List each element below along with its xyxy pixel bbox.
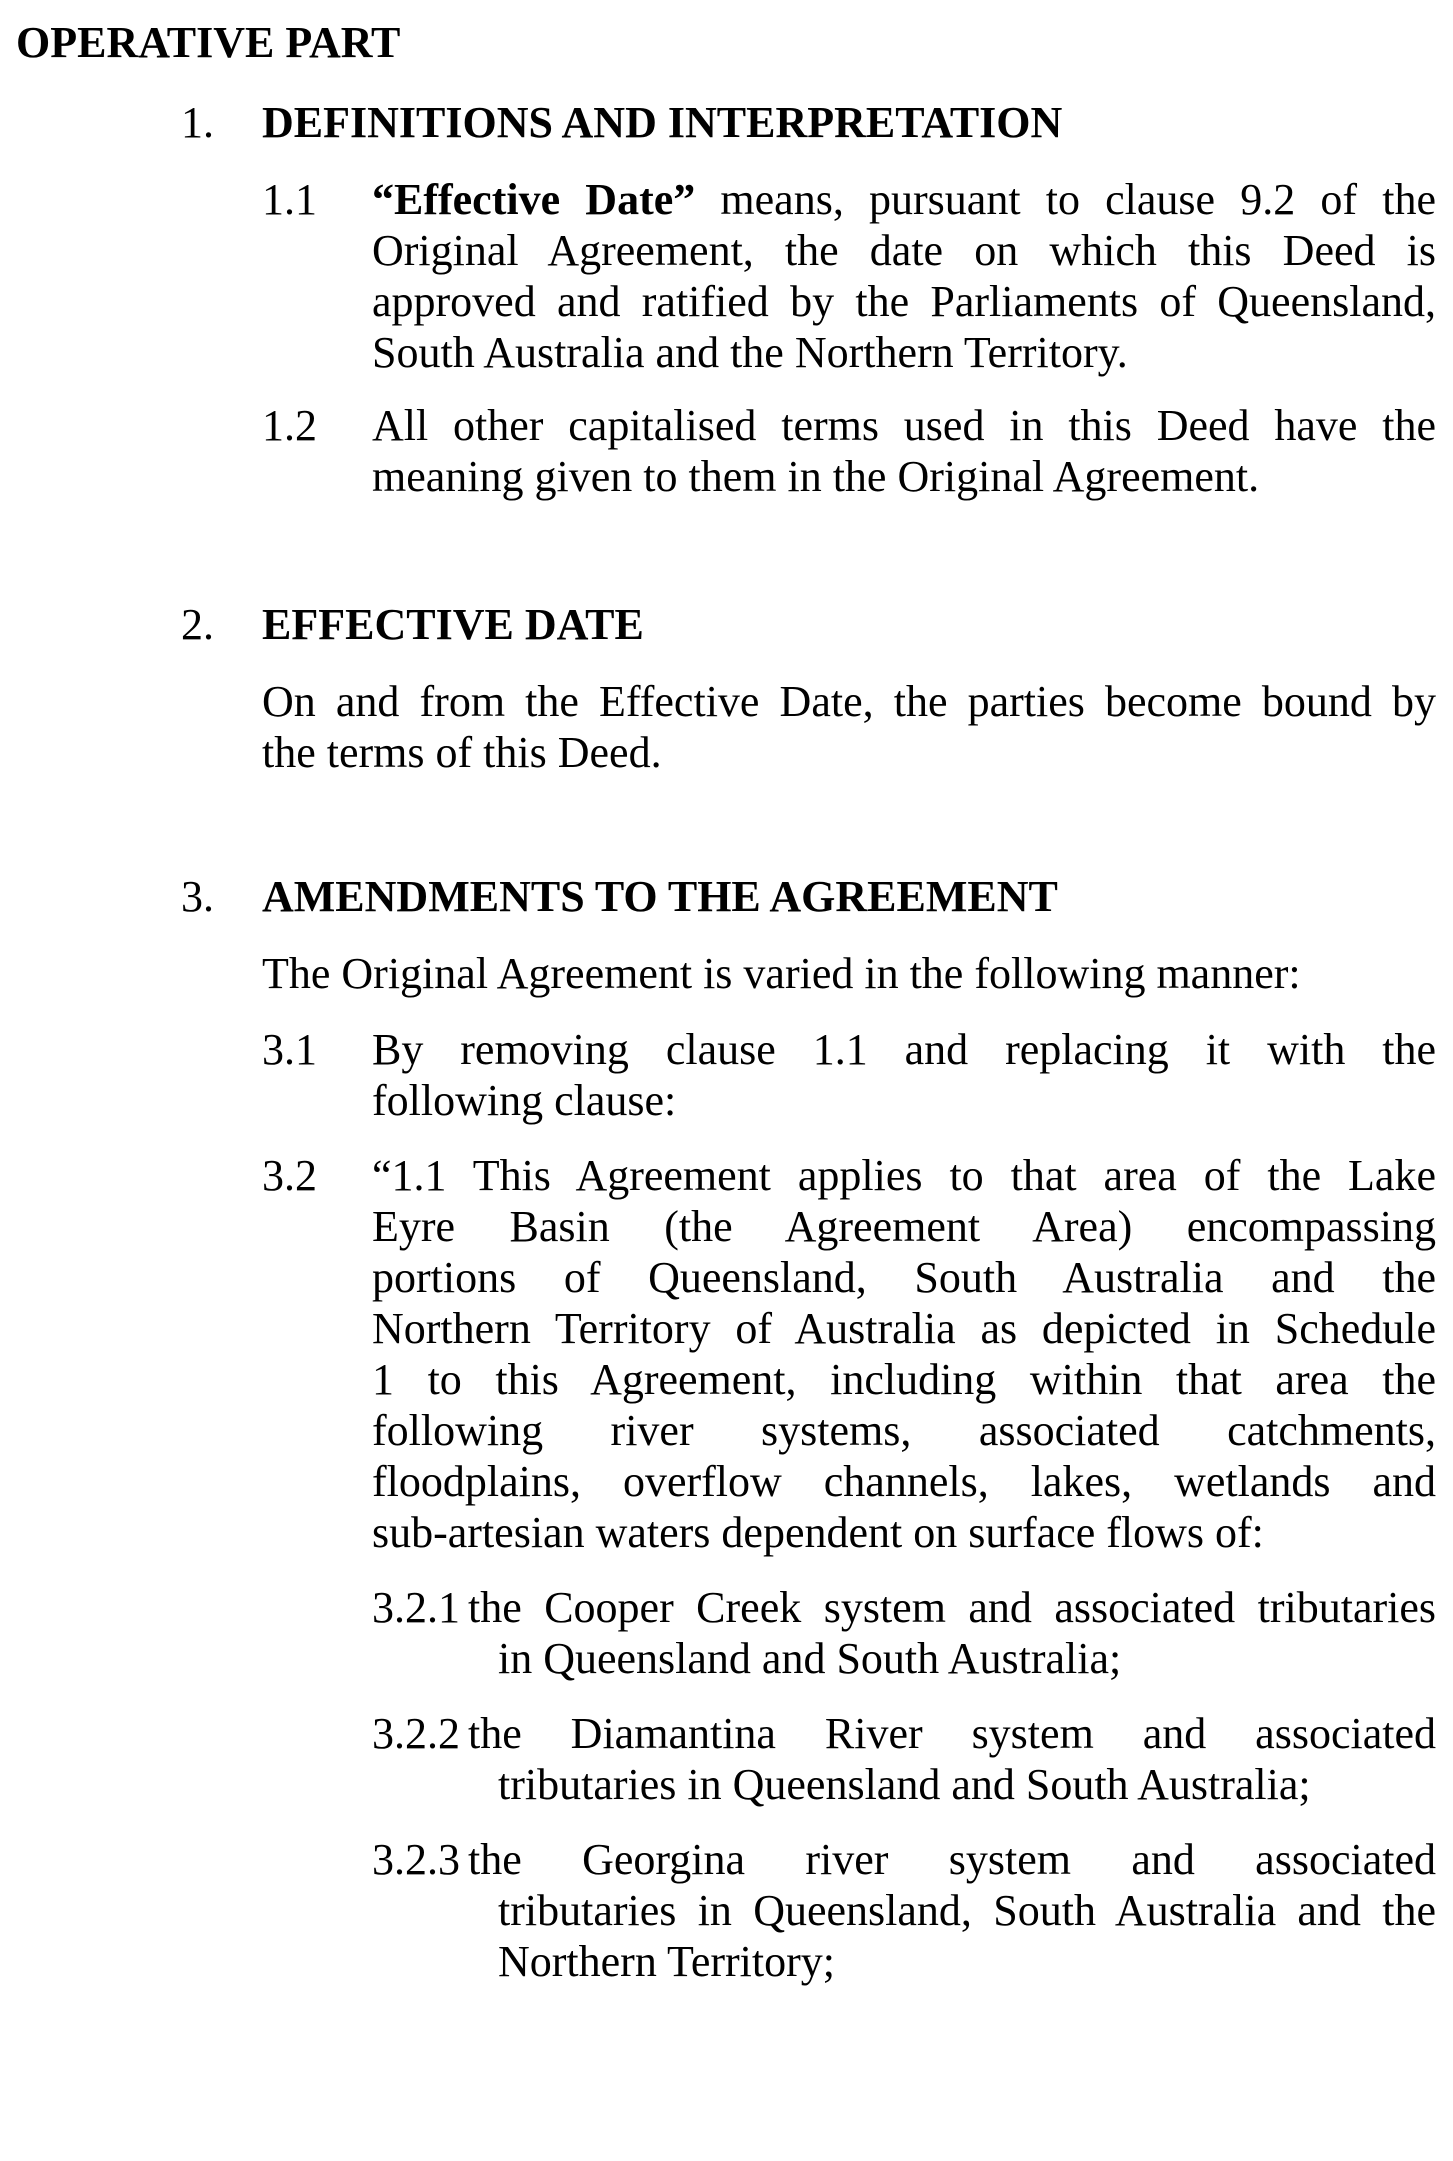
body-line: The Original Agreement is varied in the following manner: (262, 949, 1301, 998)
subclause-number: 3.2.1 (372, 1583, 460, 1632)
clause-line: sub-artesian waters dependent on surface flows of: (372, 1508, 1264, 1557)
body-line: On and from the Effective Date, the parties become bound by (262, 677, 1436, 726)
clause-line: All other capitalised terms used in this Deed have the (372, 401, 1436, 450)
subclause-line: tributaries in Queensland, South Australia and the (498, 1886, 1436, 1935)
section-number: 2. (181, 600, 214, 649)
subclause-number: 3.2.3 (372, 1835, 460, 1884)
clause-line: Eyre Basin (the Agreement Area) encompassing (372, 1202, 1436, 1251)
section-body (262, 948, 1436, 999)
subclause-line: Northern Territory; (498, 1937, 836, 1986)
section-heading: AMENDMENTS TO THE AGREEMENT (262, 872, 1058, 921)
section-heading: DEFINITIONS AND INTERPRETATION (262, 98, 1063, 147)
section-number: 3. (181, 872, 214, 921)
clause-line: floodplains, overflow channels, lakes, wetlands and (372, 1457, 1436, 1506)
subclause-text (372, 1582, 1436, 1684)
body-line: the terms of this Deed. (262, 728, 662, 777)
clause-line: Northern Territory of Australia as depicted in Schedule (372, 1304, 1436, 1353)
clause-text (372, 174, 1436, 378)
clause-line (372, 174, 1436, 225)
subclause-line: tributaries in Queensland and South Australia; (498, 1760, 1311, 1809)
clause-line-text: means, pursuant to clause 9.2 of the (695, 175, 1436, 224)
clause-line: “1.1 This Agreement applies to that area of the Lake (372, 1151, 1436, 1200)
subclause-text (372, 1834, 1436, 1987)
subclause-line: the Cooper Creek system and associated tributaries (468, 1583, 1436, 1632)
clause-line: following clause: (372, 1076, 677, 1125)
clause-text (372, 1024, 1436, 1126)
defined-term: “Effective Date” (372, 175, 696, 224)
clause-number: 1.2 (262, 401, 317, 450)
clause-number: 1.1 (262, 175, 317, 224)
page-title: OPERATIVE PART (16, 18, 401, 67)
clause-text (372, 1150, 1436, 1558)
clause-line: approved and ratified by the Parliaments of Queensland, (372, 277, 1436, 326)
subclause-number: 3.2.2 (372, 1709, 460, 1758)
clause-line: meaning given to them in the Original Agreement. (372, 452, 1260, 501)
section-heading: EFFECTIVE DATE (262, 600, 644, 649)
section-number: 1. (181, 98, 214, 147)
clause-line: 1 to this Agreement, including within that area the (372, 1355, 1436, 1404)
clause-line: South Australia and the Northern Territory. (372, 328, 1128, 377)
subclause-text (372, 1708, 1436, 1810)
clause-line: following river systems, associated catchments, (372, 1406, 1436, 1455)
clause-line: Original Agreement, the date on which this Deed is (372, 226, 1436, 275)
clause-number: 3.2 (262, 1151, 317, 1200)
subclause-line: the Georgina river system and associated (468, 1835, 1436, 1884)
section-body (262, 676, 1436, 778)
clause-line: By removing clause 1.1 and replacing it with the (372, 1025, 1436, 1074)
clause-line: portions of Queensland, South Australia and the (372, 1253, 1436, 1302)
subclause-line: in Queensland and South Australia; (498, 1634, 1122, 1683)
subclause-line: the Diamantina River system and associated (468, 1709, 1436, 1758)
clause-number: 3.1 (262, 1025, 317, 1074)
clause-text (372, 400, 1436, 502)
